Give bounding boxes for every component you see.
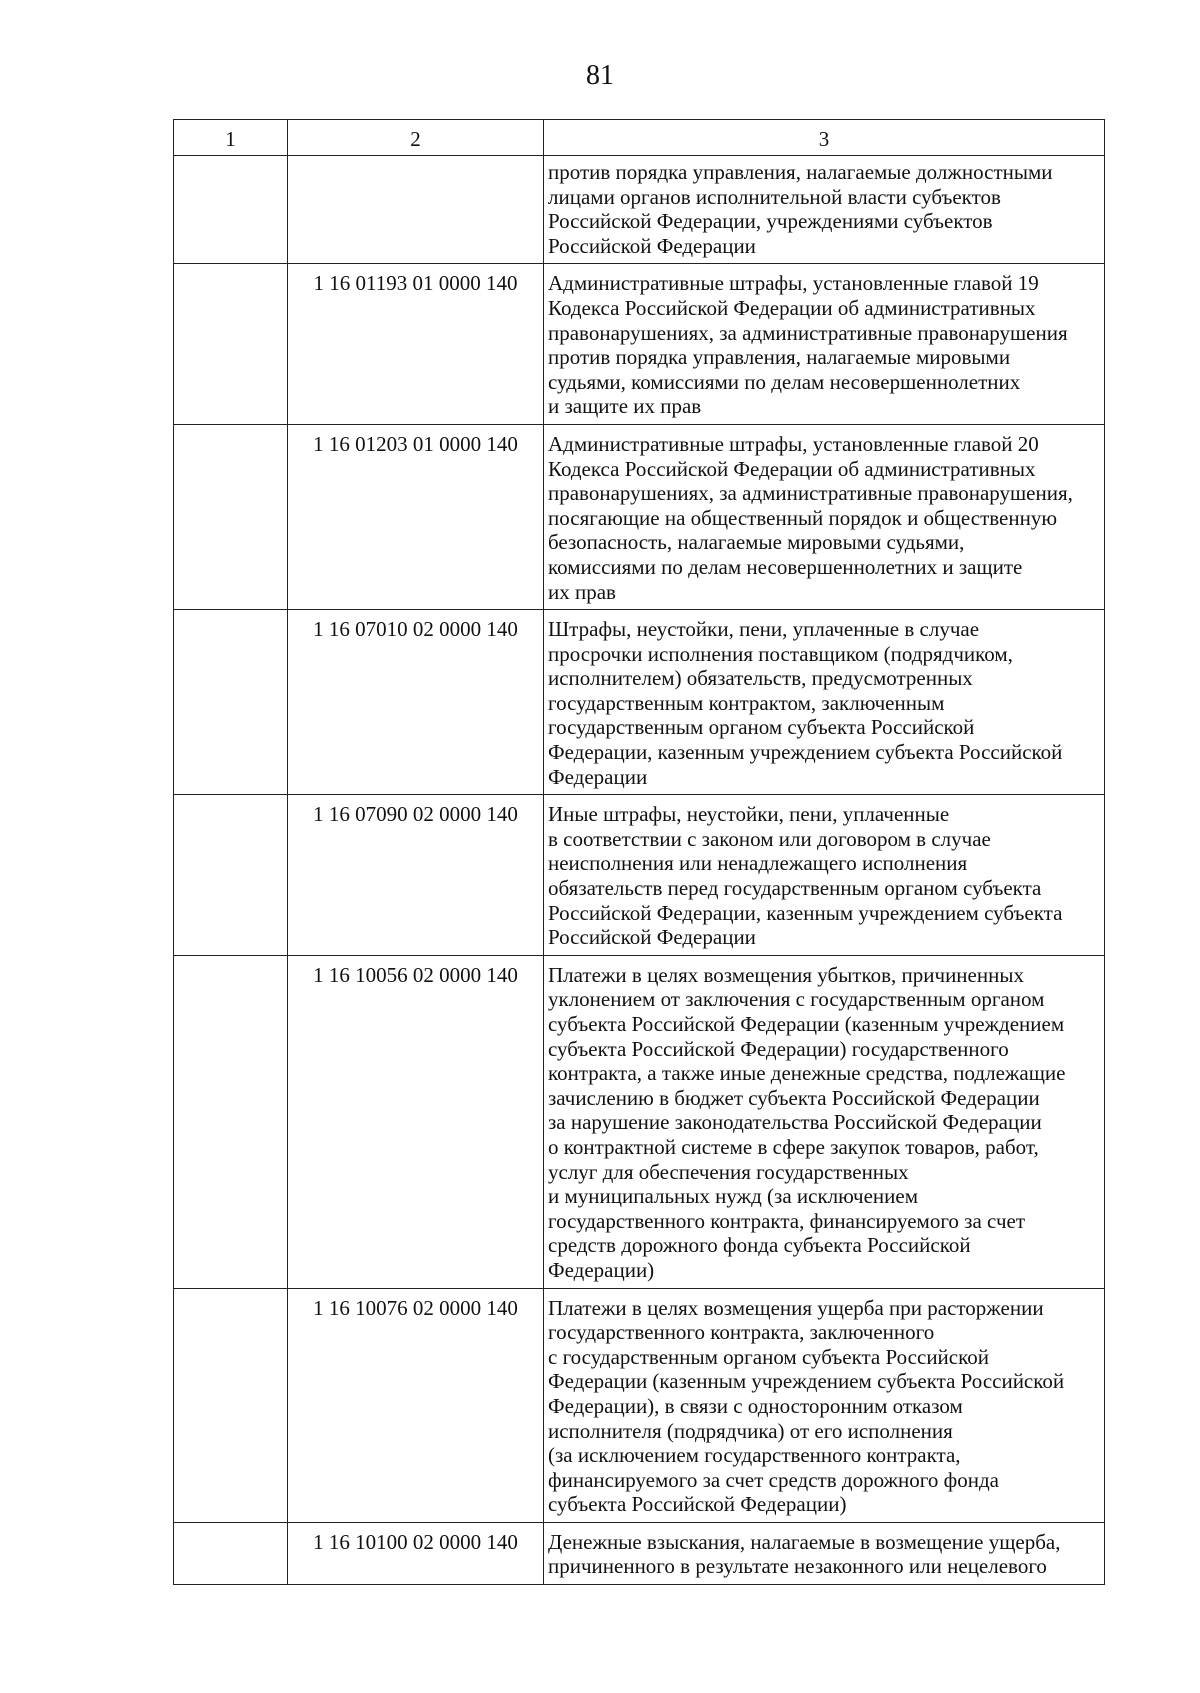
- row-col1-cell: [174, 264, 288, 425]
- row-code-cell: [288, 156, 544, 264]
- row-description-cell: Административные штрафы, установленные главой 19 Кодекса Российской Федерации об административных правонарушениях, за административные правонарушения против порядка управления, налагаемые мировыми судьями, комиссиями по делам несовершеннолетних и защите их прав: [544, 264, 1105, 425]
- page-number: 81: [586, 60, 614, 91]
- table-row: [174, 795, 1105, 956]
- row-col1-cell: [174, 1288, 288, 1522]
- row-description-cell: Денежные взыскания, налагаемые в возмещение ущерба, причиненного в результате незаконного или нецелевого: [544, 1522, 1105, 1584]
- row-code-cell: 1 16 10100 02 0000 140: [288, 1522, 544, 1584]
- row-code-cell: 1 16 01193 01 0000 140: [288, 264, 544, 425]
- column-header-2: 2: [288, 120, 544, 156]
- row-code-cell: 1 16 10076 02 0000 140: [288, 1288, 544, 1522]
- row-description-cell: Штрафы, неустойки, пени, уплаченные в случае просрочки исполнения поставщиком (подрядчиком, исполнителем) обязательств, предусмотренных государственным контрактом, заключенным государственным органом субъекта Российской Федерации, казенным учреждением субъекта Российской Федерации: [544, 610, 1105, 795]
- row-description-cell: Иные штрафы, неустойки, пени, уплаченные в соответствии с законом или договором в случае неисполнения или ненадлежащего исполнения обязательств перед государственным органом субъекта Российской Федерации, казенным учреждением субъекта Российской Федерации: [544, 795, 1105, 956]
- row-description-cell: Платежи в целях возмещения убытков, причиненных уклонением от заключения с государственным органом субъекта Российской Федерации (казенным учреждением субъекта Российской Федерации) государственного контракта, а также иные денежные средства, подлежащие зачислению в бюджет субъекта Российской Федерации за нарушение законодательства Российской Федерации о контрактной системе в сфере закупок товаров, работ, услуг для обеспечения государственных и муниципальных нужд (за исключением государственного контракта, финансируемого за счет средств дорожного фонда субъекта Российской Федерации): [544, 955, 1105, 1288]
- row-col1-cell: [174, 955, 288, 1288]
- table-header-row: [174, 120, 1105, 156]
- column-header-1: 1: [174, 120, 288, 156]
- table-row: [174, 1288, 1105, 1522]
- table-row: [174, 610, 1105, 795]
- table-row: [174, 955, 1105, 1288]
- table-row: [174, 264, 1105, 425]
- row-description-cell: Платежи в целях возмещения ущерба при расторжении государственного контракта, заключенного с государственным органом субъекта Российской Федерации (казенным учреждением субъекта Российской Федерации), в связи с односторонним отказом исполнителя (подрядчика) от его исполнения (за исключением государственного контракта, финансируемого за счет средств дорожного фонда субъекта Российской Федерации): [544, 1288, 1105, 1522]
- row-description-cell: против порядка управления, налагаемые должностными лицами органов исполнительной власти субъектов Российской Федерации, учреждениями субъектов Российской Федерации: [544, 156, 1105, 264]
- row-code-cell: 1 16 10056 02 0000 140: [288, 955, 544, 1288]
- row-code-cell: 1 16 07090 02 0000 140: [288, 795, 544, 956]
- table-row: [174, 156, 1105, 264]
- row-col1-cell: [174, 156, 288, 264]
- column-header-3: 3: [544, 120, 1105, 156]
- table-row: [174, 424, 1105, 609]
- row-code-cell: 1 16 01203 01 0000 140: [288, 424, 544, 609]
- table-row: [174, 1522, 1105, 1584]
- row-description-cell: Административные штрафы, установленные главой 20 Кодекса Российской Федерации об административных правонарушениях, за административные правонарушения, посягающие на общественный порядок и общественную безопасность, налагаемые мировыми судьями, комиссиями по делам несовершеннолетних и защите их прав: [544, 424, 1105, 609]
- budget-classification-table: [173, 119, 1105, 1585]
- row-code-cell: 1 16 07010 02 0000 140: [288, 610, 544, 795]
- row-col1-cell: [174, 795, 288, 956]
- row-col1-cell: [174, 1522, 288, 1584]
- row-col1-cell: [174, 424, 288, 609]
- row-col1-cell: [174, 610, 288, 795]
